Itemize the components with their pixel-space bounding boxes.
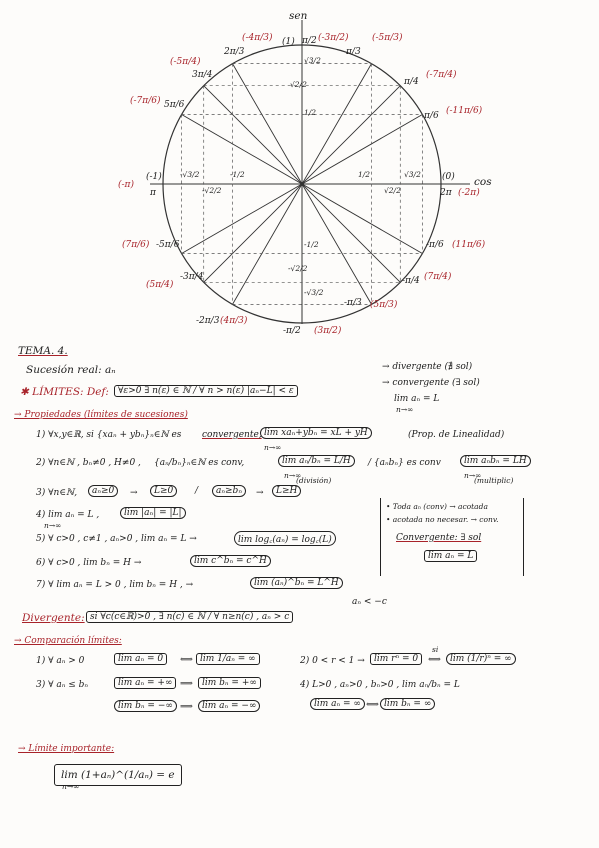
prop7-power-formula: lim (aₙ)^bₙ = L^H xyxy=(250,577,343,589)
prop2-product-note: (multiplic) xyxy=(474,476,514,485)
comp4-text: 4) L>0 , aₙ>0 , bₙ>0 , lim aₙ/bₙ = L xyxy=(300,680,460,690)
tick-cos-neg-sqrt2: -√2/2 xyxy=(202,186,222,195)
tick-sin-neg-sqrt3: -√3/2 xyxy=(304,288,324,297)
prop1-note: (Prop. de Linealidad) xyxy=(408,430,505,440)
prop2-text: 2) ∀n∈ℕ , bₙ≠0 , H≠0 , xyxy=(36,458,141,468)
comp2-lim-rn: lim rⁿ = 0 xyxy=(370,653,422,665)
prop2-product-formula: lim aₙbₙ = LH xyxy=(460,455,531,467)
comp2-si: si xyxy=(432,645,439,654)
comp4-equiv: ⟺ xyxy=(366,700,379,710)
comp3-implies-2: ⟹ xyxy=(180,702,193,712)
angle-3pi-4-neg: (-5π/4) xyxy=(170,57,201,67)
angle-neg-pi-3-pos: (5π/3) xyxy=(370,300,398,310)
angle-neg-pi-6: -π/6 xyxy=(426,240,444,250)
prop7-text: 7) ∀ lim aₙ = L > 0 , lim bₙ = H , → xyxy=(36,580,194,590)
prop2-product-text: / {aₙbₙ} es conv xyxy=(368,458,441,468)
angle-0-value: (0) xyxy=(442,172,455,182)
angle-neg-2pi-3: -2π/3 xyxy=(196,316,220,326)
angle-neg-pi-2: -π/2 xyxy=(283,326,301,336)
angle-2pi: 2π xyxy=(440,188,452,198)
divergente-label: Divergente: xyxy=(22,612,85,624)
angle-pi-3-neg: (-5π/3) xyxy=(372,33,403,43)
comp2-text: 2) 0 < r < 1 → xyxy=(300,656,365,666)
angle-neg-pi-4-pos: (7π/4) xyxy=(424,272,452,282)
prop6-exp-formula: lim c^bₙ = c^H xyxy=(190,555,271,567)
prop1-sub: n→∞ xyxy=(264,443,282,452)
importante-formula: lim (1+aₙ)^(1/aₙ) = e xyxy=(54,764,182,786)
sine-axis-label: sen xyxy=(289,10,308,22)
tick-sin-sqrt2: √2/2 xyxy=(290,80,307,89)
comp2-lim-inverse-r: lim (1/r)ⁿ = ∞ xyxy=(446,653,516,665)
angle-5pi-6-neg: (-7π/6) xyxy=(130,96,161,106)
unit-circle-diagram xyxy=(0,0,599,340)
importante-heading: → Límite importante: xyxy=(18,744,115,754)
angle-pi-6-neg: (-11π/6) xyxy=(446,106,483,116)
cosine-axis-label: cos xyxy=(474,176,492,188)
angle-2pi-3-neg: (-4π/3) xyxy=(242,33,273,43)
angle-pi-neg: (-π) xyxy=(118,180,134,190)
prop1-formula: lim xaₙ+ybₙ = xL + yH xyxy=(260,427,372,439)
tick-cos-neg-sqrt3: -√3/2 xyxy=(180,170,200,179)
prop5-log-formula: lim log꜀(aₙ) = log꜀(L) xyxy=(234,531,336,546)
angle-neg-2pi-3-pos: (4π/3) xyxy=(220,316,248,326)
prop3-an-ge-bn: aₙ≥bₙ xyxy=(212,485,246,497)
comp3-lim-an-inf: lim aₙ = +∞ xyxy=(114,677,176,689)
angle-neg-5pi-6-pos: (7π/6) xyxy=(122,240,150,250)
prop2-sequence: {aₙ/bₙ}ₙ∈ℕ es conv, xyxy=(154,458,245,468)
angle-neg-pi-6-pos: (11π/6) xyxy=(452,240,486,250)
angle-3pi-4: 3π/4 xyxy=(192,70,213,80)
angle-2pi-3: 2π/3 xyxy=(224,47,245,57)
tick-cos-half: 1/2 xyxy=(358,170,371,179)
side-box-line-1: • Toda aₙ (conv) → acotada xyxy=(386,502,488,511)
prop3-arrow-1: → xyxy=(130,488,138,498)
prop3-l-nonneg: L≥0 xyxy=(150,485,177,497)
side-box-line-2: • acotada no necesar. → conv. xyxy=(386,515,499,524)
prop3-an-nonneg: aₙ≥0 xyxy=(88,485,118,497)
prop6-text: 6) ∀ c>0 , lim bₙ = H → xyxy=(36,558,142,568)
prop1-convergente: convergente, xyxy=(202,430,262,440)
comparacion-heading: → Comparación límites: xyxy=(14,636,122,646)
comp1-lim-zero: lim aₙ = 0 xyxy=(114,653,167,665)
angle-pi-6: π/6 xyxy=(424,111,439,121)
side-box-line-3: Convergente: ∃ sol xyxy=(396,533,482,543)
importante-sub: n→∞ xyxy=(62,782,80,791)
divergente-extra: aₙ < −c xyxy=(352,597,387,607)
prop5-text: 5) ∀ c>0 , c≠1 , aₙ>0 , lim aₙ = L → xyxy=(36,534,197,544)
subtitle: Sucesión real: aₙ xyxy=(26,364,116,376)
angle-neg-pi-4: -π/4 xyxy=(402,276,420,286)
tick-sin-neg-half: -1/2 xyxy=(304,240,319,249)
angle-neg-3pi-4: -3π/4 xyxy=(180,272,204,282)
angle-pi-2-value: (1) xyxy=(282,37,295,47)
angle-pi-4-neg: (-7π/4) xyxy=(426,70,457,80)
comp3-lim-bn-inf: lim bₙ = +∞ xyxy=(198,677,261,689)
prop2-product-sub: n→∞ xyxy=(464,471,482,480)
tick-cos-sqrt3: √3/2 xyxy=(404,170,421,179)
prop3-l-ge-h: L≥H xyxy=(272,485,301,497)
comp3-lim-an-neginf: lim aₙ = −∞ xyxy=(198,700,260,712)
page-title: TEMA. 4. xyxy=(18,345,68,357)
note-limit: lim aₙ = L xyxy=(394,394,440,404)
divergente-definition-box: si ∀c(c∈ℝ)>0 , ∃ n(c) ∈ ℕ / ∀ n≥n(c) , aₙ > c xyxy=(86,611,293,623)
tick-cos-neg-half: -1/2 xyxy=(230,170,245,179)
angle-pi-3: π/3 xyxy=(346,47,361,57)
comp4-lim-bn: lim bₙ = ∞ xyxy=(380,698,435,710)
prop2-division-note: (división) xyxy=(296,476,332,485)
propiedades-heading: → Propiedades (límites de sucesiones) xyxy=(14,410,188,420)
comp1-lim-inverse: lim 1/aₙ = ∞ xyxy=(196,653,260,665)
comp2-equiv: ⟺ xyxy=(428,655,441,665)
angle-pi-4: π/4 xyxy=(404,77,419,87)
side-box-limit: lim aₙ = L xyxy=(424,550,477,562)
prop3-slash: / xyxy=(195,486,199,496)
angle-neg-5pi-6: -5π/6 xyxy=(156,240,180,250)
note-divergente: → divergente (∄ sol) xyxy=(382,362,473,372)
comp4-lim-an: lim aₙ = ∞ xyxy=(310,698,365,710)
prop3-text: 3) ∀n∈ℕ, xyxy=(36,488,78,498)
angle-pi-2-neg: (-3π/2) xyxy=(318,33,349,43)
comp1-equiv: ⟺ xyxy=(180,655,193,665)
prop4-abs-formula: lim |aₙ| = |L| xyxy=(120,507,186,519)
angle-neg-pi-3: -π/3 xyxy=(344,298,362,308)
angle-neg-pi-2-pos: (3π/2) xyxy=(314,326,342,336)
prop2-division-formula: lim aₙ/bₙ = L/H xyxy=(278,455,355,467)
tick-sin-sqrt3: √3/2 xyxy=(304,56,321,65)
tick-sin-half: 1/2 xyxy=(304,108,317,117)
note-limit-sub: n→∞ xyxy=(396,405,414,414)
tick-sin-neg-sqrt2: -√2/2 xyxy=(288,264,308,273)
angle-pi-2: π/2 xyxy=(302,36,317,46)
comp1-text: 1) ∀ aₙ > 0 xyxy=(36,656,85,666)
limit-definition-box: ∀ε>0 ∃ n(ε) ∈ ℕ / ∀ n > n(ε) |aₙ−L| < ε xyxy=(114,385,298,397)
prop2-division-sub: n→∞ xyxy=(284,471,302,480)
tick-cos-sqrt2: √2/2 xyxy=(384,186,401,195)
angle-pi-value: (-1) xyxy=(146,172,162,182)
limites-label: ✱ LÍMITES: Def: xyxy=(20,386,109,398)
prop1-text: 1) ∀x,y∈ℝ, si {xaₙ + ybₙ}ₙ∈ℕ es xyxy=(36,430,182,440)
comp3-lim-bn-neginf: lim bₙ = −∞ xyxy=(114,700,177,712)
angle-pi: π xyxy=(150,188,156,198)
prop4-sub: n→∞ xyxy=(44,521,62,530)
prop4-text: 4) lim aₙ = L , xyxy=(36,510,100,520)
note-convergente: → convergente (∃ sol) xyxy=(382,378,480,388)
prop3-arrow-2: → xyxy=(256,488,264,498)
comp3-implies-1: ⟹ xyxy=(180,679,193,689)
angle-neg-3pi-4-pos: (5π/4) xyxy=(146,280,174,290)
angle-2pi-neg: (-2π) xyxy=(458,188,480,198)
angle-5pi-6: 5π/6 xyxy=(164,100,185,110)
comp3-text: 3) ∀ aₙ ≤ bₙ xyxy=(36,680,89,690)
